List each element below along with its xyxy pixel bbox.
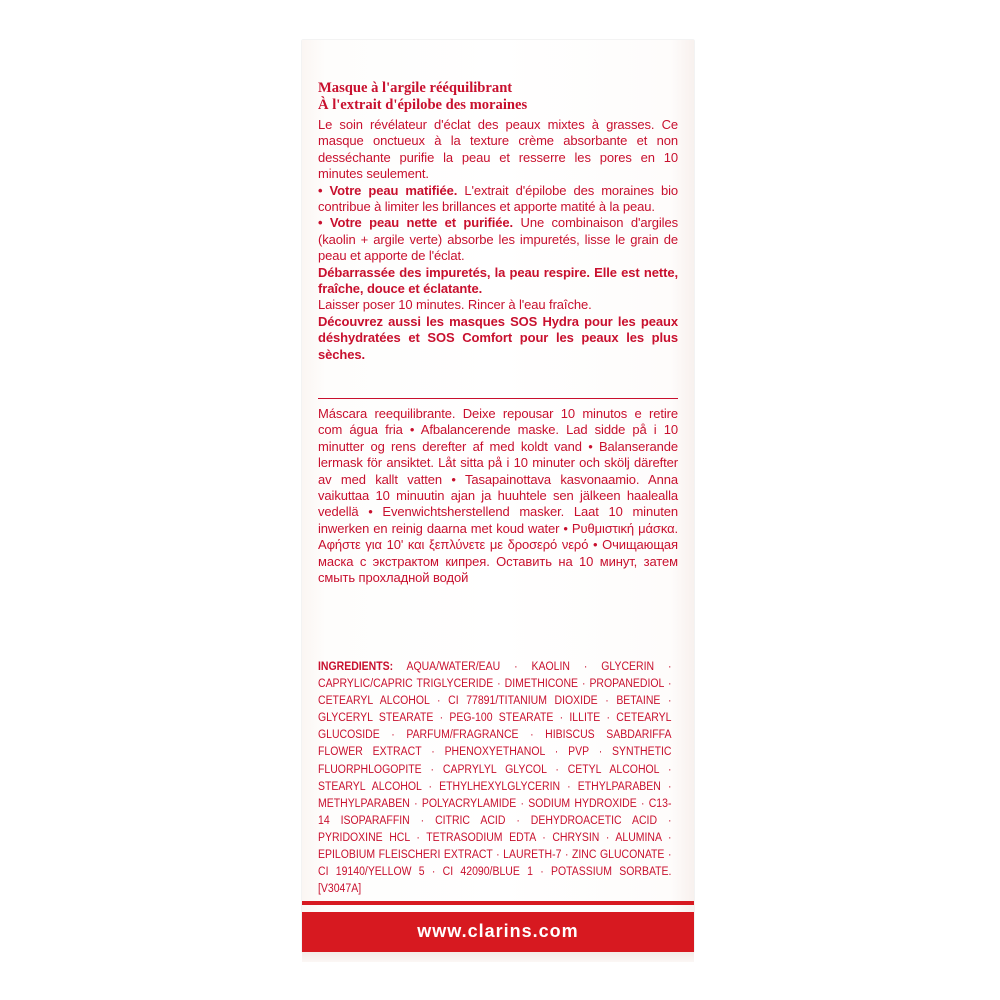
product-box-back-panel [302,40,694,952]
result-statement-text: Débarrassée des impuretés, la peau respire. Elle est nette, fraîche, douce et éclatante. [318,264,678,297]
ingredients-list [318,658,671,897]
product-subtitle: À l'extrait d'épilobe des moraines [318,97,528,113]
ingredients-text: AQUA/WATER/EAU · KAOLIN · GLYCERIN · CAPRYLIC/CAPRIC TRIGLYCERIDE · DIMETHICONE · PROPANEDIOL · CETEARYL ALCOHOL · CI 77891/TITANIUM DIOXIDE · BETAINE · GLYCERYL STEARATE · PEG-100 STEARATE · ILLITE · CETEARYL GLUCOSIDE · PARFUM/FRAGRANCE · HIBISCUS SABDARIFFA FLOWER EXTRACT · PHENOXYETHANOL · PVP · SYNTHETIC FLUORPHLOGOPITE · CAPRYLYL GLYCOL · CETYL ALCOHOL · STEARYL ALCOHOL · ETHYLHEXYLGLYCERIN · ETHYLPARABEN · METHYLPARABEN · POLYACRYLAMIDE · SODIUM HYDROXIDE · C13-14 ISOPARAFFIN · CITRIC ACID · DEHYDROACETIC ACID · PYRIDOXINE HCL · TETRASODIUM EDTA · CHRYSIN · ALUMINA · EPILOBIUM FLEISCHERI EXTRACT · LAURETH-7 · ZINC GLUCONATE · CI 19140/YELLOW 5 · CI 42090/BLUE 1 · POTASSIUM SORBATE. [V3047A] [318,659,672,896]
usage-instructions: Laisser poser 10 minutes. Rincer à l'eau fraîche. [318,297,592,313]
benefit-purified-title: • Votre peau nette et purifiée. [318,215,514,231]
ingredients-label: INGREDIENTS: [318,659,394,673]
discover-statement-text: Découvrez aussi les masques SOS Hydra pour les peaux déshydratées et SOS Comfort pour les peaux les plus sèches. [318,313,678,362]
section-divider [318,398,678,399]
product-title: Masque à l'argile rééquilibrant [318,80,513,96]
benefit-matte-title: • Votre peau matifiée. [318,182,458,198]
box-bottom-flap [302,952,694,962]
website-url: www.clarins.com [417,921,579,941]
result-statement [318,265,678,298]
benefit-matte [318,183,678,216]
discover-statement [318,314,678,363]
footer-red-line [302,901,694,905]
benefit-purified-text: Une combinaison d'argiles (kaolin + argile verte) absorbe les impuretés, lisse le grain de peau et apporte de l'éclat. [318,215,678,264]
french-description [318,80,678,363]
benefit-purified [318,215,678,264]
intro-text: Le soin révélateur d'éclat des peaux mixtes à grasses. Ce masque onctueux à la texture crème absorbante et non desséchante purifie la peau et resserre les pores en 10 minutes seulement. [318,117,678,182]
benefit-matte-text: L'extrait d'épilobe des moraines bio contribue à limiter les brillances et apporte matité à la peau. [318,182,678,215]
multilingual-instructions [318,406,678,586]
multilingual-text: Máscara reequilibrante. Deixe repousar 10 minutos e retire com água fria • Afbalancerende maske. Lad sidde på i 10 minutter og rens derefter af med koldt vand • Balanserande lermask för ansiktet. Låt sitta på i 10 minuter och skölj därefter av med kallt vatten • Tasapainottava kasvonaamio. Anna vaikuttaa 10 minuutin ajan ja huuhtele sen jälkeen haalealla vedellä • Evenwichtsherstellend masker. Laat 10 minuten inwerken en reinig daarna met koud water • Ρυθμιστική μάσκα. Αφήστε για 10' και ξεπλύνετε με δροσερό νερό • Очищающая маска с экстрактом кипрея. Оставить на 10 минут, затем смыть прохладной водой [318,406,678,586]
